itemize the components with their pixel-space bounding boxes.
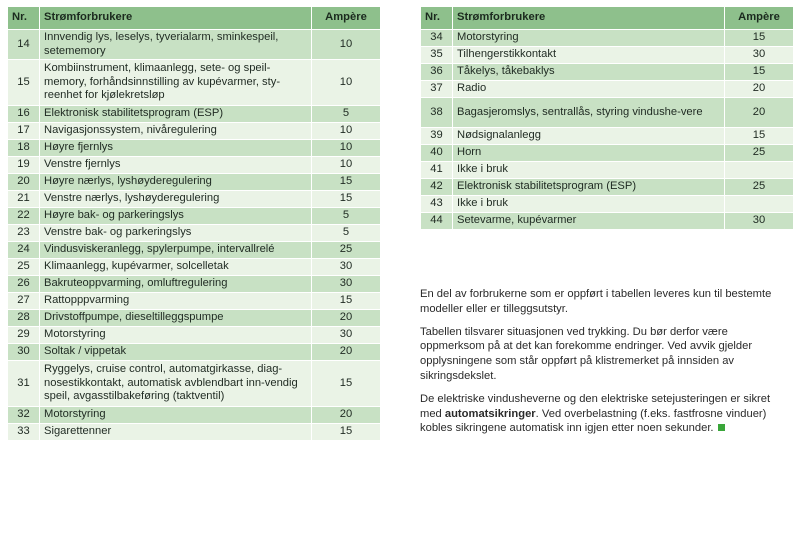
fuse-ampere: 30 [312, 276, 381, 293]
fuse-number: 21 [8, 191, 40, 208]
fuse-ampere: 10 [312, 157, 381, 174]
fuse-description: Tåkelys, tåkebaklys [453, 64, 725, 81]
fuse-number: 18 [8, 140, 40, 157]
fuse-description: Setevarme, kupévarmer [453, 213, 725, 230]
fuse-description: Bagasjeromslys, sentrallås, styring vindushe-vere [453, 98, 725, 128]
fuse-description: Motorstyring [453, 30, 725, 47]
fuse-ampere: 25 [725, 179, 794, 196]
note-text: . Ved overbelastning (f.eks. fastfrosne vinduer) kobles sikringene automatisk inn igjen etter noen sekunder. [420, 407, 767, 435]
fuse-number: 32 [8, 407, 40, 424]
table-row [8, 191, 381, 208]
header-description: Strømforbrukere [453, 7, 725, 30]
table-row [421, 81, 794, 98]
fuse-description: Elektronisk stabilitetsprogram (ESP) [453, 179, 725, 196]
header-ampere: Ampère [725, 7, 794, 30]
fuse-ampere: 30 [312, 259, 381, 276]
fuse-number: 42 [421, 179, 453, 196]
table-row [8, 259, 381, 276]
fuse-description: Venstre fjernlys [40, 157, 312, 174]
fuse-description: Navigasjonssystem, nivåregulering [40, 123, 312, 140]
fuse-number: 33 [8, 424, 40, 441]
fuse-number: 15 [8, 60, 40, 106]
note-paragraph-2: Tabellen tilsvarer situasjonen ved trykking. Du bør derfor være oppmerksom på at det kan forekomme endringer. Ved avvik gjelder opplysningene som står oppført på klistremerket på innsiden av sikringsdekslet. [420, 325, 753, 382]
header-ampere: Ampère [312, 7, 381, 30]
fuse-number: 36 [421, 64, 453, 81]
header-row [421, 7, 794, 30]
fuse-number: 35 [421, 47, 453, 64]
fuse-number: 26 [8, 276, 40, 293]
fuse-number: 41 [421, 162, 453, 179]
fuse-description: Radio [453, 81, 725, 98]
end-marker-icon [718, 424, 725, 431]
table-row [8, 140, 381, 157]
fuse-number: 43 [421, 196, 453, 213]
fuse-ampere: 15 [312, 191, 381, 208]
fuse-ampere [725, 162, 794, 179]
fuse-description: Nødsignalanlegg [453, 128, 725, 145]
table-row [421, 64, 794, 81]
table-row [8, 30, 381, 60]
note-paragraph-3 [420, 392, 790, 436]
fuse-description: Sigarettenner [40, 424, 312, 441]
fuse-ampere: 30 [312, 327, 381, 344]
table-row [8, 123, 381, 140]
fuse-description: Ryggelys, cruise control, automatgirkasse, diag-nosestikkontakt, automatisk avblendbart inn-vendig speil, avgasstilbakeføring (taktventil) [40, 361, 312, 407]
fuse-description: Venstre bak- og parkeringslys [40, 225, 312, 242]
fuse-description: Høyre fjernlys [40, 140, 312, 157]
fuse-ampere: 30 [725, 213, 794, 230]
note-text: De elektriske vindusheverne og den elektriske setejusteringen er sikret med [420, 392, 771, 420]
notes [420, 287, 790, 444]
fuse-description: Drivstoffpumpe, dieseltilleggspumpe [40, 310, 312, 327]
fuse-number: 17 [8, 123, 40, 140]
fuse-number: 22 [8, 208, 40, 225]
fuse-description: Elektronisk stabilitetsprogram (ESP) [40, 106, 312, 123]
fuse-ampere: 5 [312, 208, 381, 225]
fuse-description: Soltak / vippetak [40, 344, 312, 361]
fuse-number: 16 [8, 106, 40, 123]
fuse-description: Horn [453, 145, 725, 162]
table-row [8, 174, 381, 191]
table-row [8, 60, 381, 106]
table-row [421, 179, 794, 196]
fuse-number: 34 [421, 30, 453, 47]
fuse-ampere: 15 [312, 293, 381, 310]
fuse-ampere: 20 [312, 310, 381, 327]
fuse-number: 44 [421, 213, 453, 230]
fuse-ampere: 10 [312, 140, 381, 157]
fuse-description: Høyre nærlys, lyshøyderegulering [40, 174, 312, 191]
table-row [421, 98, 794, 128]
fuse-ampere: 15 [725, 128, 794, 145]
table-row [8, 407, 381, 424]
fuse-ampere: 20 [312, 407, 381, 424]
table-row [8, 225, 381, 242]
fuse-description: Ikke i bruk [453, 162, 725, 179]
table-row [421, 162, 794, 179]
fuse-table-right [420, 6, 794, 230]
fuse-description: Klimaanlegg, kupévarmer, solcelletak [40, 259, 312, 276]
table-row [8, 242, 381, 259]
fuse-number: 39 [421, 128, 453, 145]
fuse-description: Kombiinstrument, klimaanlegg, sete- og speil-memory, forhåndsinnstilling av kupévarmer, sty-reenhet for kjølekretsløp [40, 60, 312, 106]
note-paragraph-1: En del av forbrukerne som er oppført i tabellen leveres kun til bestemte modeller eller er tilleggsutstyr. [420, 288, 772, 315]
fuse-ampere: 15 [725, 30, 794, 47]
fuse-table-left [7, 6, 381, 441]
table-row [8, 327, 381, 344]
fuse-description: Rattopppvarming [40, 293, 312, 310]
header-row [8, 7, 381, 30]
fuse-description: Tilhengerstikkontakt [453, 47, 725, 64]
fuse-ampere: 30 [725, 47, 794, 64]
note-bold-term: automatsikringer [444, 407, 536, 420]
table-row [8, 276, 381, 293]
fuse-ampere: 5 [312, 106, 381, 123]
fuse-number: 40 [421, 145, 453, 162]
fuse-number: 29 [8, 327, 40, 344]
fuse-number: 23 [8, 225, 40, 242]
table-row [8, 157, 381, 174]
fuse-description: Motorstyring [40, 407, 312, 424]
fuse-ampere: 15 [725, 64, 794, 81]
fuse-ampere: 10 [312, 30, 381, 60]
table-row [8, 106, 381, 123]
fuse-ampere: 10 [312, 123, 381, 140]
table-row [8, 361, 381, 407]
fuse-number: 31 [8, 361, 40, 407]
fuse-number: 25 [8, 259, 40, 276]
table-row [8, 208, 381, 225]
header-nr: Nr. [421, 7, 453, 30]
fuse-number: 20 [8, 174, 40, 191]
fuse-ampere: 20 [725, 98, 794, 128]
table-row [8, 344, 381, 361]
table-row [421, 196, 794, 213]
fuse-description: Vindusviskeranlegg, spylerpumpe, intervallrelé [40, 242, 312, 259]
fuse-description: Venstre nærlys, lyshøyderegulering [40, 191, 312, 208]
table-row [8, 293, 381, 310]
fuse-description: Bakruteoppvarming, omluftregulering [40, 276, 312, 293]
fuse-number: 24 [8, 242, 40, 259]
fuse-ampere: 25 [725, 145, 794, 162]
header-nr: Nr. [8, 7, 40, 30]
fuse-description: Motorstyring [40, 327, 312, 344]
fuse-number: 30 [8, 344, 40, 361]
fuse-number: 37 [421, 81, 453, 98]
fuse-ampere: 25 [312, 242, 381, 259]
table-row [421, 213, 794, 230]
fuse-ampere [725, 196, 794, 213]
table-row [421, 128, 794, 145]
fuse-ampere: 5 [312, 225, 381, 242]
fuse-ampere: 20 [312, 344, 381, 361]
fuse-description: Innvendig lys, leselys, tyverialarm, sminkespeil, setememory [40, 30, 312, 60]
table-row [421, 47, 794, 64]
fuse-ampere: 10 [312, 60, 381, 106]
fuse-description: Høyre bak- og parkeringslys [40, 208, 312, 225]
fuse-number: 28 [8, 310, 40, 327]
fuse-ampere: 15 [312, 361, 381, 407]
fuse-number: 19 [8, 157, 40, 174]
table-row [421, 145, 794, 162]
fuse-ampere: 15 [312, 174, 381, 191]
fuse-number: 27 [8, 293, 40, 310]
fuse-ampere: 20 [725, 81, 794, 98]
table-row [421, 30, 794, 47]
table-row [8, 424, 381, 441]
fuse-number: 38 [421, 98, 453, 128]
table-row [8, 310, 381, 327]
fuse-ampere: 15 [312, 424, 381, 441]
fuse-number: 14 [8, 30, 40, 60]
fuse-description: Ikke i bruk [453, 196, 725, 213]
header-description: Strømforbrukere [40, 7, 312, 30]
